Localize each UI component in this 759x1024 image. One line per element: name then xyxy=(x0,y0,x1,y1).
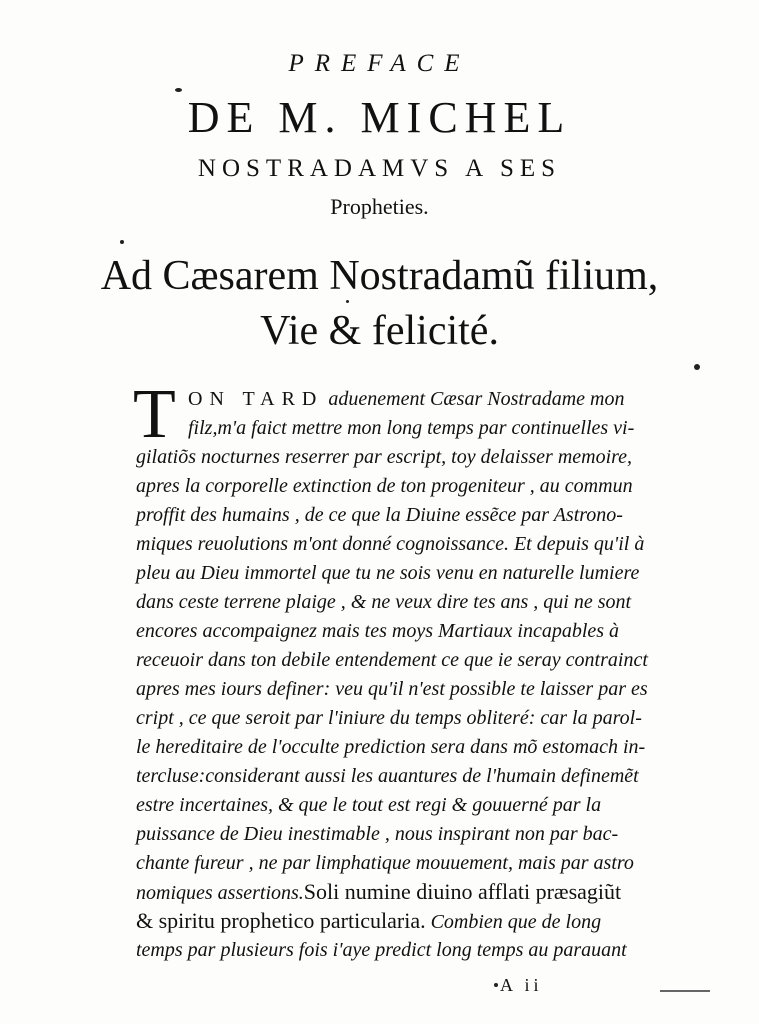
text-line: filz,m'a faict mettre mon long temps par continuelles vi- xyxy=(188,417,635,439)
subtitle-propheties: Propheties. xyxy=(330,194,429,219)
text-line: puissance de Dieu inestimable , nous inspirant non par bac- xyxy=(136,823,619,845)
ink-speck xyxy=(346,300,349,303)
ink-smudge xyxy=(660,990,710,992)
ink-speck xyxy=(175,88,182,92)
first-rest: aduenement Cæsar Nostradame mon xyxy=(323,388,625,410)
text-line: estre incertaines, & que le tout est regi & gouuerné par la xyxy=(136,794,602,816)
address-line-2: Vie & felicité. xyxy=(260,308,499,354)
text-line: proffit des humains , de ce que la Diuine essẽce par Astrono- xyxy=(136,504,623,526)
text-line: pleu au Dieu immortel que tu ne sois venu en naturelle lumiere xyxy=(136,562,640,584)
signature-mark: A ii xyxy=(500,975,543,995)
latin-fragment-2: & spiritu prophetico particularia. xyxy=(136,908,426,933)
text-line: le hereditaire de l'occulte prediction sera dans mõ estomach in- xyxy=(136,736,646,758)
ink-speck xyxy=(694,364,700,370)
text-line: cript , ce que seroit par l'iniure du temps obliteré: car la parol- xyxy=(136,707,642,729)
text-line: tercluse:considerant aussi les auantures de l'humain definemẽt xyxy=(136,765,639,787)
text-line: encores accompaignez mais tes moys Martiaux incapables à xyxy=(136,620,620,642)
text-line: chante fureur , ne par limphatique mouuement, mais par astro xyxy=(136,852,634,874)
text-line: gilatiõs nocturnes reserrer par escript, toy delaisser memoire, xyxy=(136,446,633,468)
italic-fragment: Combien que de long xyxy=(430,911,602,933)
first-caps: ON TARD xyxy=(188,388,324,410)
text-line-with-latin xyxy=(136,879,621,906)
title-heading: DE M. MICHEL xyxy=(187,93,572,142)
text-line-first xyxy=(188,386,624,412)
text-line: apres la corporelle extinction de ton progeniteur , au commun xyxy=(136,475,633,497)
latin-fragment-1: Soli numine diuino afflati præsagiũt xyxy=(303,879,622,904)
ink-speck xyxy=(120,240,124,244)
subtitle-heading: NOSTRADAMVS A SES xyxy=(197,155,562,182)
preface-heading: PREFACE xyxy=(288,50,471,77)
text-line: apres mes iours definer: veu qu'il n'est possible te laisser par es xyxy=(136,678,648,700)
text-line: temps par plusieurs fois i'aye predict long temps au parauant xyxy=(136,939,627,961)
drop-cap: T xyxy=(133,376,176,453)
ink-speck xyxy=(494,983,498,987)
text-line-with-latin xyxy=(136,908,601,935)
text-line: receuoir dans ton debile entendement ce que ie seray contrainct xyxy=(136,649,648,671)
italic-fragment: nomiques assertions. xyxy=(136,882,304,904)
address-line-1: Ad Cæsarem Nostradamũ filium, xyxy=(100,253,659,299)
text-line: miques reuolutions m'ont donné cognoissance. Et depuis qu'il à xyxy=(136,533,645,555)
text-line: dans ceste terrene plaige , & ne veux dire tes ans , qui ne sont xyxy=(136,591,632,613)
